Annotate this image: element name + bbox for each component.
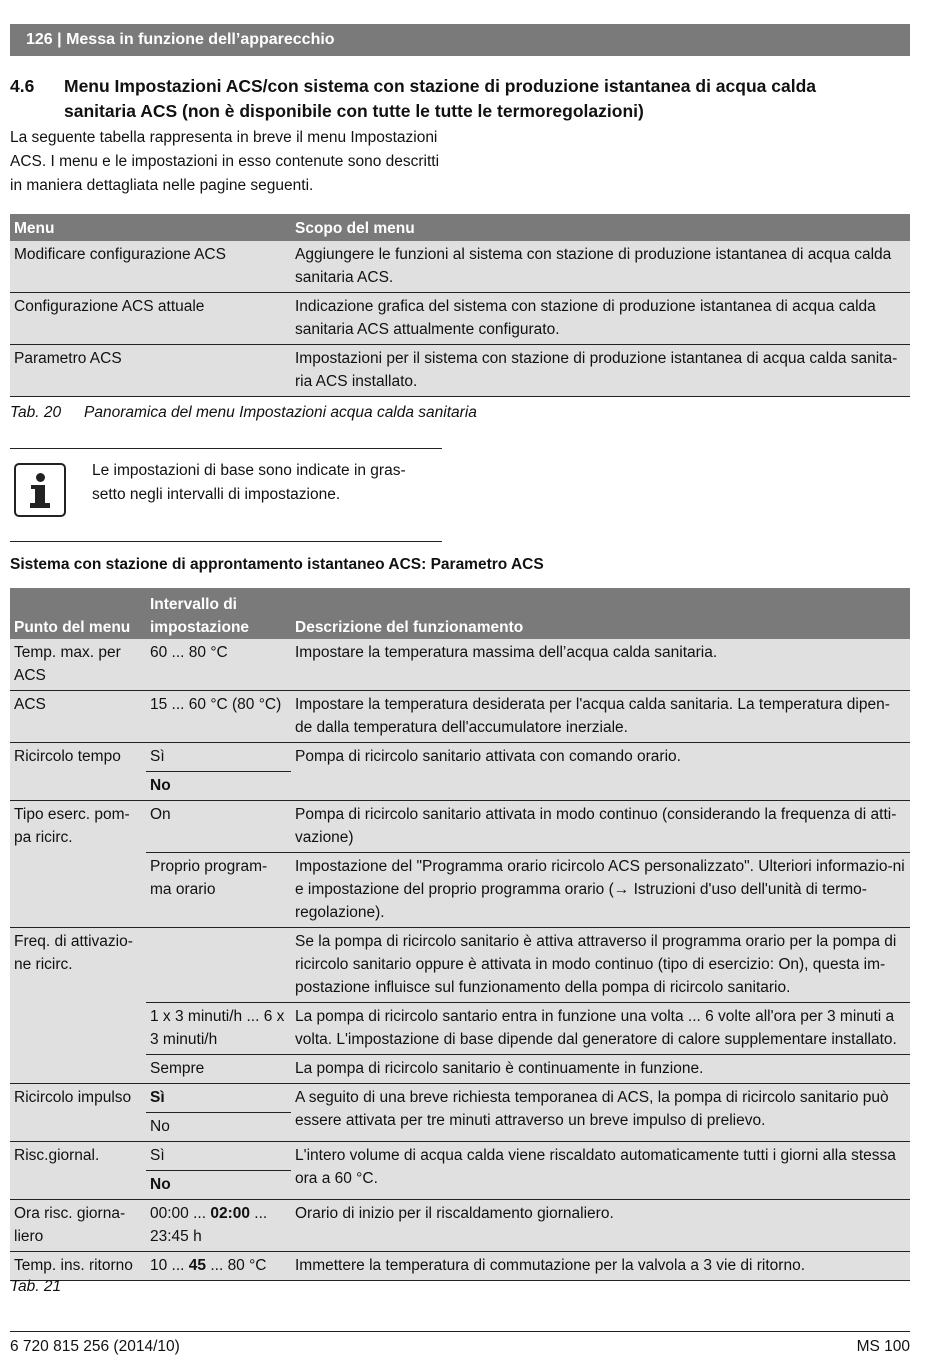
range-cell: Sì <box>146 1142 291 1171</box>
menu-overview-table <box>10 214 910 397</box>
description-cell: Immettere la temperatura di commutazione per la valvola a 3 vie di ritorno. <box>291 1252 910 1281</box>
table-row <box>10 1084 910 1113</box>
menu-item-cell: Risc.giornal. <box>10 1142 146 1200</box>
menu-item-cell: Ora risc. giorna-liero <box>10 1200 146 1252</box>
column-header: Scopo del menu <box>291 214 910 241</box>
range-cell: No <box>146 1113 291 1142</box>
document-number: 6 720 815 256 (2014/10) <box>10 1338 180 1355</box>
menu-item-cell: Temp. max. per ACS <box>10 639 146 691</box>
table-row <box>10 345 910 397</box>
description-cell: Impostazione del "Programma orario ricircolo ACS personalizzato". Ulteriori informazio-ni e impostazione del proprio programma orario (→ Istruzioni d'uso dell'unità di termo-regolazione). <box>291 853 910 928</box>
table-row <box>10 1142 910 1171</box>
description-cell: Pompa di ricircolo sanitario attivata con comando orario. <box>291 743 910 801</box>
page-label: 126 | Messa in funzione dell’apparecchio <box>26 31 335 48</box>
menu-item-cell: Tipo eserc. pom-pa ricirc. <box>10 801 146 928</box>
description-cell: Se la pompa di ricircolo sanitario è attiva attraverso il programma orario per la pompa di ricircolo sanitario oppure è attivata in modo continuo (tipo di esercizio: On), questa im-postazione influisce sul funzionamento della pompa di ricircolo sanitario. <box>291 928 910 1003</box>
description-cell: La pompa di ricircolo santario entra in funzione una volta ... 6 volte all'ora per 3 minuti a volta. L'impostazione di base dipende dal generatore di calore supplementare installato. <box>291 1003 910 1055</box>
menu-item-cell: Ricircolo impulso <box>10 1084 146 1142</box>
table-row <box>10 241 910 293</box>
range-cell <box>146 928 291 1003</box>
column-header: Intervallo di impostazione <box>146 588 291 639</box>
range-cell: 15 ... 60 °C (80 °C) <box>146 691 291 743</box>
table-subheading: Sistema con stazione di approntamento istantaneo ACS: Parametro ACS <box>10 556 544 573</box>
description-cell: Impostare la temperatura massima dell’acqua calda sanitaria. <box>291 639 910 691</box>
product-name: MS 100 <box>856 1338 910 1355</box>
info-icon <box>14 463 66 517</box>
table-header-row <box>10 588 910 639</box>
section-title <box>10 74 870 124</box>
table-row <box>10 928 910 1003</box>
range-cell: No <box>146 772 291 801</box>
section-title-text: Menu Impostazioni ACS/con sistema con stazione di produzione istantanea di acqua calda sanitaria ACS (non è disponibile con tutte le tutte le termoregolazioni) <box>64 76 816 121</box>
menu-item-cell: ACS <box>10 691 146 743</box>
range-cell: Sì <box>146 743 291 772</box>
table-header-row <box>10 214 910 241</box>
table-cell: Configurazione ACS attuale <box>10 293 291 345</box>
section-number: 4.6 <box>10 76 35 96</box>
table-row <box>10 801 910 853</box>
table-cell: Modificare configurazione ACS <box>10 241 291 293</box>
table-cell: Impostazioni per il sistema con stazione di produzione istantanea di acqua calda sanita-ria ACS installato. <box>291 345 910 397</box>
range-cell: Proprio program-ma orario <box>146 853 291 928</box>
table-row <box>10 1252 910 1281</box>
table-row <box>10 639 910 691</box>
table-caption <box>10 1275 61 1298</box>
menu-item-cell: Ricircolo tempo <box>10 743 146 801</box>
column-header: Descrizione del funzionamento <box>291 588 910 639</box>
description-cell: A seguito di una breve richiesta temporanea di ACS, la pompa di ricircolo sanitario può essere attivata per tre minuti attraverso un breve impulso di prelievo. <box>291 1084 910 1142</box>
caption-text: Panoramica del menu Impostazioni acqua calda sanitaria <box>84 404 477 421</box>
range-cell: Sempre <box>146 1055 291 1084</box>
column-header: Menu <box>10 214 291 241</box>
caption-label: Tab. 21 <box>10 1278 62 1295</box>
description-cell: L'intero volume di acqua calda viene riscaldato automaticamente tutti i giorni alla stessa ora a 60 °C. <box>291 1142 910 1200</box>
table-cell: Indicazione grafica del sistema con stazione di produzione istantanea di acqua calda sanitaria ACS attualmente configurato. <box>291 293 910 345</box>
caption-label: Tab. 20 <box>10 404 62 421</box>
table-row <box>10 743 910 772</box>
description-cell: Pompa di ricircolo sanitario attivata in modo continuo (considerando la frequenza di atti-vazione) <box>291 801 910 853</box>
menu-item-cell: Freq. di attivazio-ne ricirc. <box>10 928 146 1084</box>
page-header <box>10 24 910 56</box>
range-cell: Sì <box>146 1084 291 1113</box>
menu-item-cell: Temp. ins. ritorno <box>10 1252 146 1281</box>
table-row <box>10 691 910 743</box>
description-cell: Impostare la temperatura desiderata per l'acqua calda sanitaria. La temperatura dipen-de dalla temperatura dell'accumulatore inerziale. <box>291 691 910 743</box>
column-header: Punto del menu <box>10 588 146 639</box>
range-cell: 10 ... 45 ... 80 °C <box>146 1252 291 1281</box>
range-cell: On <box>146 801 291 853</box>
intro-paragraph: La seguente tabella rappresenta in breve il menu Impostazioni ACS. I menu e le impostazioni in esso contenute sono descritti in maniera dettagliata nelle pagine seguenti. <box>10 129 440 194</box>
table-cell: Parametro ACS <box>10 345 291 397</box>
range-cell: 00:00 ... 02:00 ... 23:45 h <box>146 1200 291 1252</box>
range-cell: No <box>146 1171 291 1200</box>
description-cell: La pompa di ricircolo sanitario è continuamente in funzione. <box>291 1055 910 1084</box>
info-note-text: Le impostazioni di base sono indicate in gras-setto negli intervalli di impostazione. <box>92 462 406 503</box>
page-footer <box>10 1331 910 1358</box>
range-cell: 1 x 3 minuti/h ... 6 x 3 minuti/h <box>146 1003 291 1055</box>
table-caption <box>10 401 477 424</box>
table-row <box>10 1200 910 1252</box>
table-row <box>10 293 910 345</box>
range-cell: 60 ... 80 °C <box>146 639 291 691</box>
description-cell: Orario di inizio per il riscaldamento giornaliero. <box>291 1200 910 1252</box>
table-cell: Aggiungere le funzioni al sistema con stazione di produzione istantanea di acqua calda sanitaria ACS. <box>291 241 910 293</box>
info-note <box>10 448 442 542</box>
parameter-table <box>10 588 910 1281</box>
